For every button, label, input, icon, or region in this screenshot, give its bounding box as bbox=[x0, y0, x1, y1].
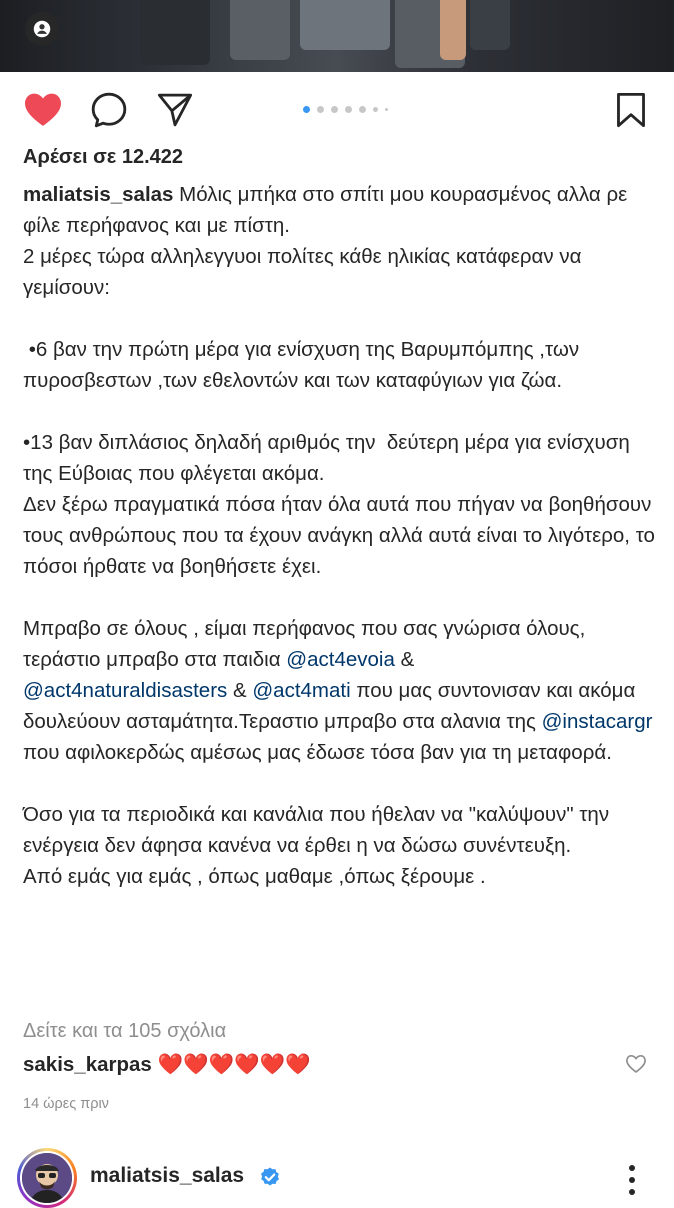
view-all-comments-link[interactable]: Δείτε και τα 105 σχόλια bbox=[23, 1020, 227, 1042]
avatar-image bbox=[22, 1153, 72, 1203]
bookmark-icon[interactable] bbox=[609, 88, 653, 132]
carousel-indicator bbox=[303, 106, 388, 113]
user-tag-icon[interactable] bbox=[25, 12, 59, 46]
comment-row bbox=[23, 1053, 613, 1077]
carousel-dot bbox=[385, 108, 388, 111]
next-post-header bbox=[0, 1140, 674, 1200]
caption-text: που αφιλοκερδώς αμέσως μας έδωσε τόσα βαν για τη μεταφορά. Όσο για τα περιοδικά και κανάλια που ήθελαν να "καλύψουν" την ενέργεια δεν άφησα κανένα να έρθει η να δώσω συνέντευξη. Από εμάς για εμάς , όπως μαθαμε ,όπως ξέρουμε . bbox=[23, 741, 612, 888]
mention-link[interactable]: @act4mati bbox=[252, 679, 351, 702]
caption-text: Μόλις μπήκα στο σπίτι μου κουρασμένος αλλα ρε φίλε περήφανος και με πίστη. 2 μέρες τώρα αλληλεγγυοι πολίτες κάθε ηλικίας κατάφεραν να γεμίσουν: •6 βαν την πρώτη μέρα για ενίσχυση της Βαρυμπόμπης ,των πυροσβεστων ,των εθελοντών και των καταφύγιων για ζώα. •13 βαν διπλάσιος δηλαδή αριθμός την δεύτερη μέρα για ενίσχυση της Εύβοιας που φλέγεται ακόμα. Δεν ξέρω πραγματικά πόσα ήταν όλα αυτά που πήγαν να βοηθήσουν τους ανθρώπους που τα έχουν ανάγκη αλλά αυτά είναι το λιγότερο, το πόσοι ήρθατε να βοηθήσετε έχει. Μπραβο σε όλους , είμαι περήφανος που σας γνώρισα όλους, τεράστιο μπραβο στα παιδια bbox=[23, 183, 655, 671]
carousel-dot bbox=[317, 106, 324, 113]
carousel-dot bbox=[345, 106, 352, 113]
heart-filled-icon[interactable] bbox=[21, 88, 65, 132]
mention-link[interactable]: @act4naturaldisasters bbox=[23, 679, 228, 702]
comment-username[interactable]: sakis_karpas bbox=[23, 1053, 152, 1076]
mention-link[interactable]: @instacargr bbox=[541, 710, 653, 733]
caption-text: & bbox=[400, 648, 415, 671]
caption-text: που μας συντονισαν και ακόμα δουλεύουν ασταμάτητα.Τεραστιο μπραβο στα αλανια της bbox=[23, 679, 642, 733]
carousel-dot bbox=[373, 107, 378, 112]
next-post-username[interactable]: maliatsis_salas bbox=[90, 1164, 245, 1187]
send-icon[interactable] bbox=[153, 88, 197, 132]
heart-outline-icon[interactable] bbox=[625, 1054, 647, 1076]
post-caption bbox=[23, 179, 659, 892]
caption-text: & bbox=[227, 679, 253, 702]
verified-badge-icon bbox=[258, 1166, 282, 1190]
carousel-dot bbox=[359, 106, 366, 113]
post-timestamp: 14 ώρες πριν bbox=[23, 1096, 109, 1112]
avatar[interactable] bbox=[17, 1148, 77, 1208]
comment-text: ❤️❤️❤️❤️❤️❤️ bbox=[157, 1053, 311, 1076]
post-image[interactable] bbox=[0, 0, 674, 72]
carousel-dot bbox=[331, 106, 338, 113]
likes-count[interactable]: Αρέσει σε 12.422 bbox=[23, 146, 184, 168]
mention-link[interactable]: @act4evoia bbox=[286, 648, 395, 671]
more-vertical-icon[interactable] bbox=[620, 1160, 644, 1200]
carousel-dot bbox=[303, 106, 310, 113]
comment-icon[interactable] bbox=[87, 88, 131, 132]
post-action-bar bbox=[0, 88, 674, 132]
caption-username[interactable]: maliatsis_salas bbox=[23, 183, 174, 206]
